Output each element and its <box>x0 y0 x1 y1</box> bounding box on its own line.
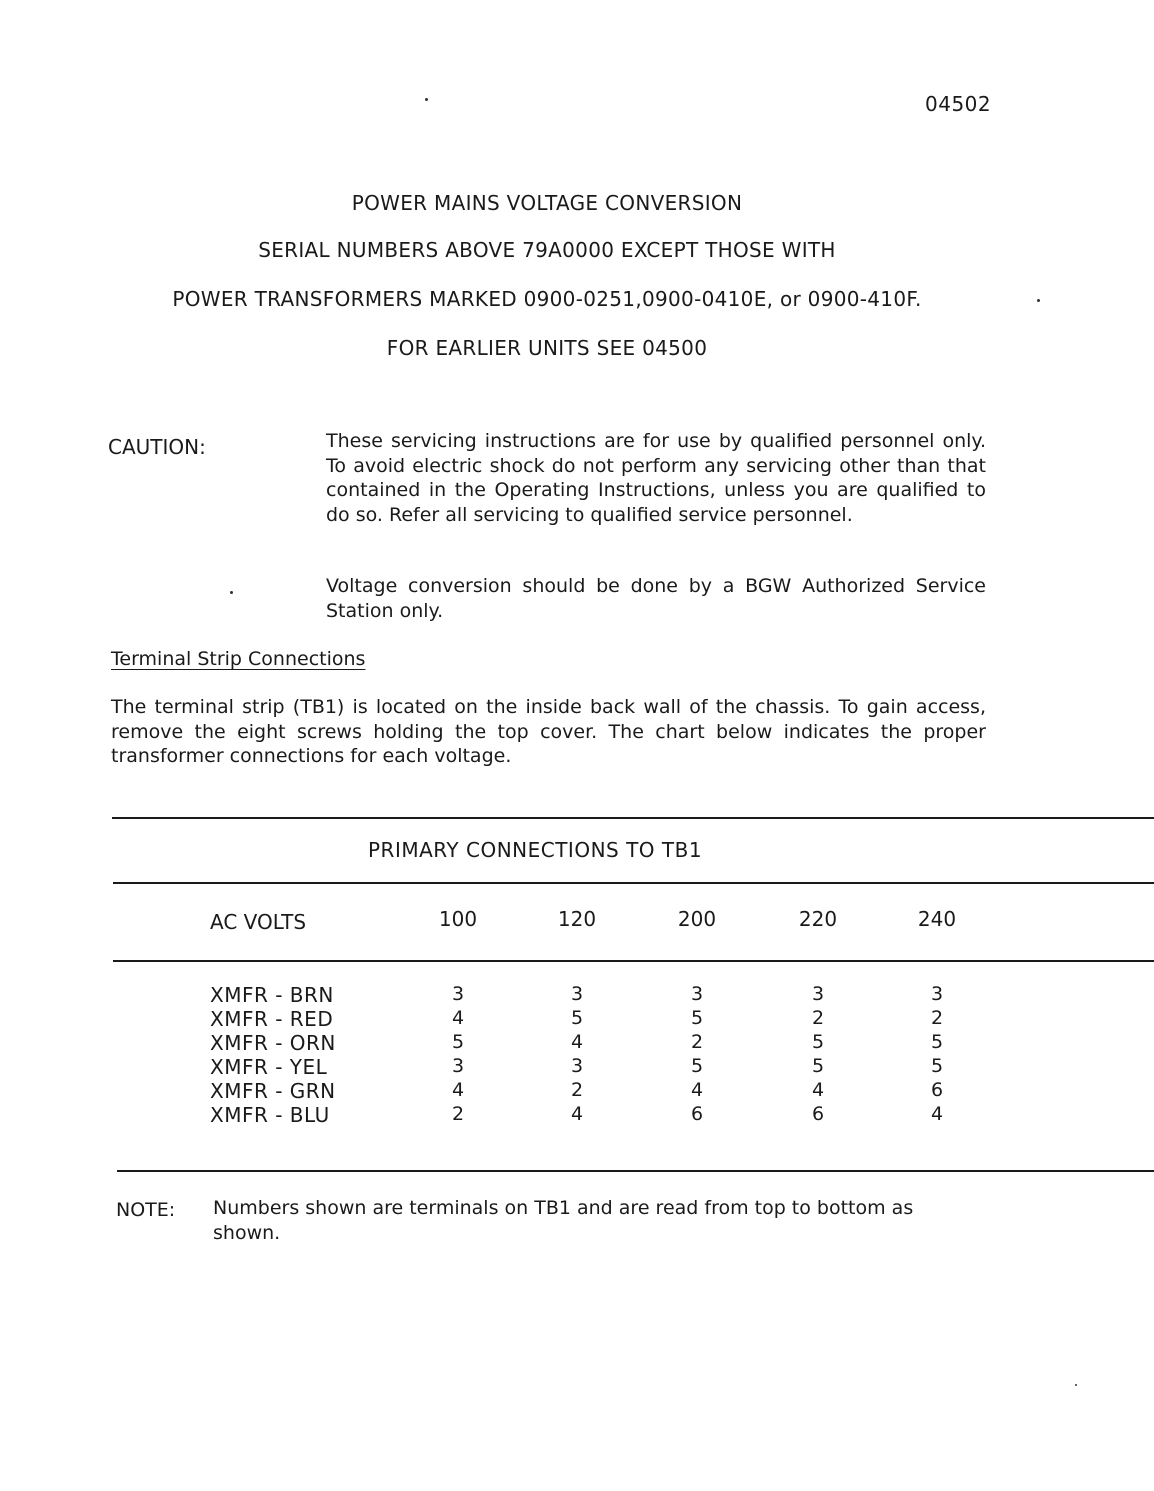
table-cell: 3 <box>451 1055 465 1077</box>
row-label: XMFR - RED <box>210 1007 334 1031</box>
table-row <box>210 1103 1010 1127</box>
table-cell: 2 <box>570 1079 584 1101</box>
table-cell: 3 <box>570 983 584 1005</box>
table-row <box>210 983 1010 1007</box>
ac-volts-header: AC VOLTS <box>210 910 307 934</box>
table-cell: 3 <box>811 983 825 1005</box>
table-cell: 4 <box>930 1103 944 1125</box>
voltage-header-200: 200 <box>677 907 717 931</box>
table-cell: 2 <box>690 1031 704 1053</box>
table-cell: 5 <box>570 1007 584 1029</box>
title-line-2: SERIAL NUMBERS ABOVE 79A0000 EXCEPT THOSE WITH <box>258 238 836 262</box>
table-cell: 4 <box>451 1079 465 1101</box>
table-cell: 6 <box>690 1103 704 1125</box>
title-line-3: POWER TRANSFORMERS MARKED 0900-0251,0900-0410E, or 0900-410F. <box>172 287 922 311</box>
row-label: XMFR - ORN <box>210 1031 336 1055</box>
table-row <box>210 1079 1010 1103</box>
table-bottom-rule <box>117 1170 1154 1172</box>
terminal-strip-text: The terminal strip (TB1) is located on the inside back wall of the chassis. To gain access, remove the eight screws holding the top cover. The chart below indicates the proper transformer connections for each voltage. <box>111 696 986 767</box>
table-cell: 4 <box>811 1079 825 1101</box>
note-text: Numbers shown are terminals on TB1 and are read from top to bottom as shown. <box>213 1197 914 1244</box>
title-line-1: POWER MAINS VOLTAGE CONVERSION <box>351 191 743 215</box>
table-cell: 6 <box>811 1103 825 1125</box>
table-cell: 6 <box>930 1079 944 1101</box>
connection-rows <box>210 983 1010 1127</box>
row-label: XMFR - GRN <box>210 1079 336 1103</box>
table-row <box>210 1007 1010 1031</box>
table-cell: 5 <box>811 1055 825 1077</box>
table-cell: 4 <box>570 1031 584 1053</box>
table-row <box>210 1031 1010 1055</box>
scan-speck <box>230 591 233 594</box>
scan-speck <box>1037 299 1040 302</box>
voltage-conversion-note: Voltage conversion should be done by a BGW Authorized Service Station only. <box>326 575 986 622</box>
scan-speck <box>425 98 428 101</box>
row-label: XMFR - BLU <box>210 1103 330 1127</box>
document-number: 04502 <box>925 92 992 116</box>
table-cell: 2 <box>930 1007 944 1029</box>
table-cell: 3 <box>690 983 704 1005</box>
table-row <box>210 1055 1010 1079</box>
note-label: NOTE: <box>116 1199 176 1221</box>
caution-text: These servicing instructions are for use by qualified personnel only. To avoid electric shock do not perform any servicing other than that contained in the Operating Instructions, unless you are qualified to do so. Refer all servicing to qualified service personnel. <box>326 430 986 526</box>
title-line-4: FOR EARLIER UNITS SEE 04500 <box>386 336 708 360</box>
table-title: PRIMARY CONNECTIONS TO TB1 <box>368 838 703 862</box>
voltage-header-220: 220 <box>798 907 838 931</box>
terminal-strip-heading: Terminal Strip Connections <box>111 648 366 670</box>
scan-speck <box>1075 1384 1077 1386</box>
table-cell: 4 <box>451 1007 465 1029</box>
table-cell: 5 <box>690 1007 704 1029</box>
table-cell: 5 <box>690 1055 704 1077</box>
caution-label: CAUTION: <box>108 435 206 459</box>
voltage-header-100: 100 <box>438 907 478 931</box>
table-header-rule <box>113 960 1154 962</box>
table-cell: 3 <box>570 1055 584 1077</box>
table-title-rule <box>113 882 1154 884</box>
table-top-rule <box>112 817 1154 819</box>
table-cell: 3 <box>451 983 465 1005</box>
row-label: XMFR - BRN <box>210 983 334 1007</box>
row-label: XMFR - YEL <box>210 1055 328 1079</box>
table-cell: 5 <box>451 1031 465 1053</box>
voltage-header-120: 120 <box>557 907 597 931</box>
table-cell: 2 <box>811 1007 825 1029</box>
table-cell: 3 <box>930 983 944 1005</box>
table-cell: 5 <box>930 1031 944 1053</box>
table-cell: 4 <box>690 1079 704 1101</box>
table-cell: 4 <box>570 1103 584 1125</box>
table-cell: 2 <box>451 1103 465 1125</box>
table-cell: 5 <box>811 1031 825 1053</box>
table-cell: 5 <box>930 1055 944 1077</box>
voltage-header-240: 240 <box>917 907 957 931</box>
